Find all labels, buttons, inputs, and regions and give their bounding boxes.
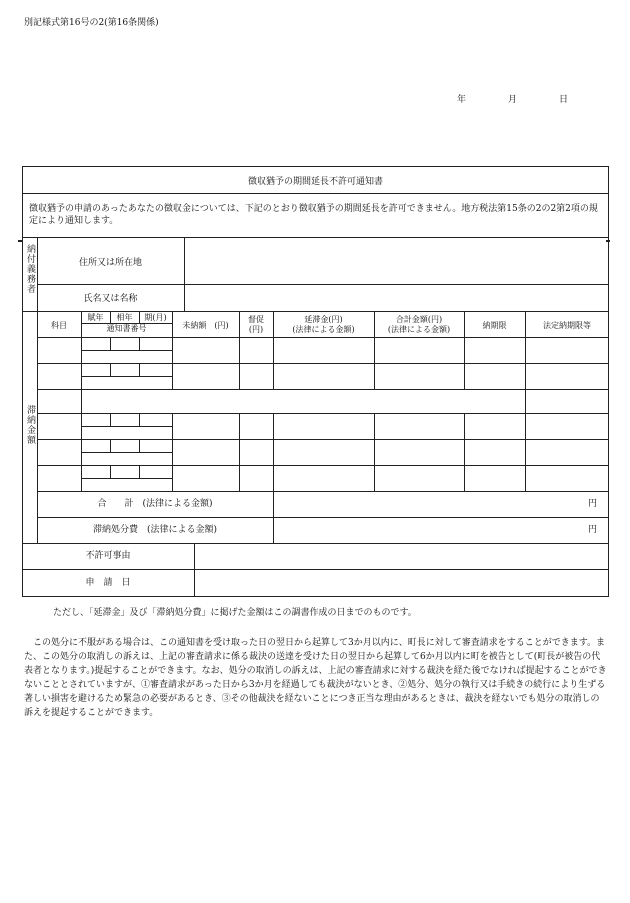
divider: [464, 311, 465, 389]
col-tokusoku-header: 督促 (円): [248, 315, 264, 334]
col-total-header: 合計金額(円) (法律による金額): [387, 315, 451, 334]
divider: [110, 363, 111, 376]
divider: [81, 478, 172, 479]
divider: [184, 237, 185, 311]
application-date-label: 申 請 日: [85, 578, 131, 588]
table-row: [37, 465, 609, 466]
document-title: 徴収猶予の期間延長不許可通知書: [247, 177, 383, 187]
divider: [81, 311, 82, 491]
col-year-sou-header: 相年: [116, 313, 133, 322]
divider: [374, 311, 375, 389]
appeal-instructions: この処分に不服がある場合は、この通知書を受け取った日の翌日から起算して3か月以内に、町長に対して審査請求をすることができます。また、この処分の取消しの訴えは、上記の審査請求に係る裁決の送達を受けた日の翌日から起算して6か月以内に町を被告として(町長が被告の代表者となります。)提起することができます。なお、処分の取消しの訴えは、上記の審査請求に対する裁決を経た後でなければ提起することができないこととされていますが、①審査請求があった日から3か月を経過しても裁決がないとき、②処分、処分の執行又は手続きの続行により生ずる著しい損害を避けるため緊急の必要があるとき、③その他裁決を経ないことにつき正当な理由があるときは、裁決を経ないでも処分の取消しの訴えを提起することができます。: [24, 638, 607, 718]
total-unit: 円: [588, 499, 598, 509]
date-month-label: 月: [508, 95, 518, 105]
date-year-label: 年: [457, 95, 467, 105]
table-row: [37, 491, 609, 492]
divider: [172, 413, 173, 491]
divider: [139, 337, 140, 350]
date-day-label: 日: [559, 95, 569, 105]
divider: [22, 569, 609, 570]
divider: [110, 465, 111, 478]
divider: [37, 284, 609, 285]
intro-text: 徴収猶予の申請のあったあなたの徴収金については、下記のとおり徴収猶予の期間延長を許可できません。地方税法第15条の2の2第2項の規定により通知します。: [29, 204, 598, 226]
divider: [81, 426, 172, 427]
divider: [139, 439, 140, 452]
divider: [110, 439, 111, 452]
col-year-fu-header: 賦年: [87, 313, 104, 322]
divider: [22, 543, 609, 544]
address-label: 住所又は所在地: [78, 258, 142, 268]
divider: [110, 311, 111, 323]
col-deadline-header: 納期限: [482, 321, 507, 330]
col-unpaid-header: 未納額 (円): [182, 321, 229, 330]
table-row: [37, 413, 609, 414]
divider: [273, 311, 274, 389]
divider: [110, 413, 111, 426]
taxpayer-group-label: 納付義務者: [25, 244, 35, 294]
divider: [22, 193, 609, 194]
divider: [37, 337, 609, 338]
divider: [81, 323, 172, 324]
amount-note: ただし、「延滞金」及び「滞納処分費」に掲げた金額はこの調書作成の日までのものです。: [53, 608, 417, 618]
divider: [239, 413, 240, 491]
divider: [110, 337, 111, 350]
divider: [194, 543, 195, 597]
table-row: [37, 439, 609, 440]
rejection-reason-label: 不許可事由: [85, 551, 131, 561]
divider: [464, 413, 465, 491]
divider: [525, 311, 526, 491]
divider: [81, 452, 172, 453]
divider: [172, 311, 173, 389]
table-row: [37, 363, 609, 364]
col-late-fee-header: 延滞金(円) (法律による金額): [292, 315, 355, 334]
divider: [139, 465, 140, 478]
divider: [81, 376, 172, 377]
divider: [22, 237, 609, 238]
divider: [81, 350, 172, 351]
arrears-group-label: 滞納金額: [25, 405, 35, 445]
col-period-header: 期(月): [144, 313, 167, 322]
divider: [273, 413, 274, 543]
disposal-fee-unit: 円: [588, 525, 598, 535]
total-label: 合 計 (法律による金額): [97, 499, 213, 509]
table-row: [37, 389, 609, 390]
form-reference: 別記様式第16号の2(第16条関係): [24, 18, 159, 28]
divider: [239, 311, 240, 389]
divider: [139, 311, 140, 323]
divider: [37, 517, 609, 518]
divider: [139, 363, 140, 376]
col-legal-deadline-header: 法定納期限等: [543, 321, 591, 330]
divider: [139, 413, 140, 426]
disposal-fee-label: 滞納処分費 (法律による金額): [92, 525, 218, 535]
name-label: 氏名又は名称: [83, 294, 138, 304]
col-notice-number-header: 通知書番号: [106, 324, 147, 333]
col-subject-header: 科目: [51, 321, 67, 330]
divider: [374, 413, 375, 491]
